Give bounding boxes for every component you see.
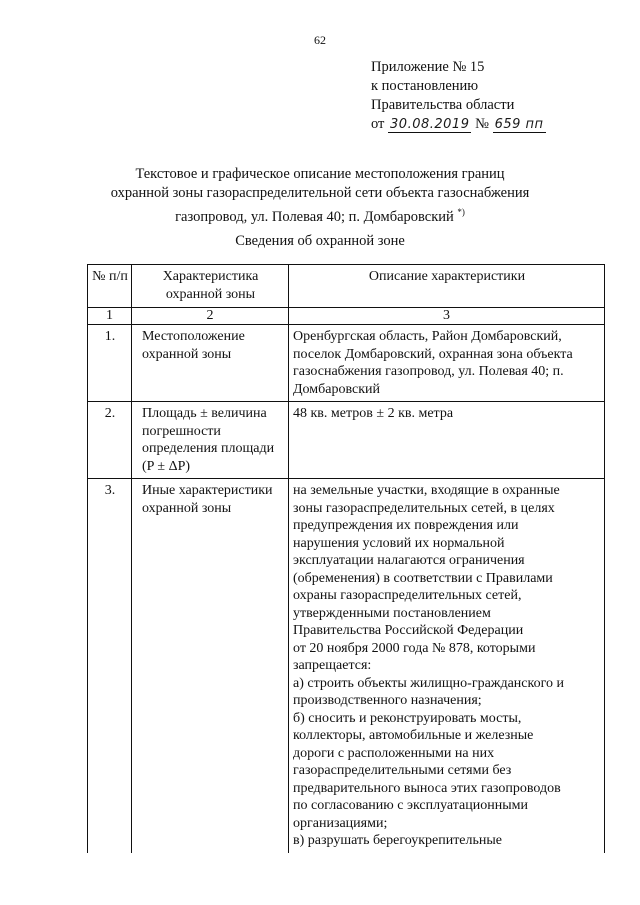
appendix-date-line	[371, 115, 546, 134]
description-line: производственного назначения;	[293, 693, 482, 708]
row-number: 2.	[88, 402, 132, 479]
description-line: коллекторы, автомобильные и железные	[293, 728, 534, 743]
row-characteristic-text: Иные характеристики охранной зоны	[142, 483, 273, 516]
description-line: охраны газораспределительных сетей,	[293, 588, 522, 603]
title-line-1: Текстовое и графическое описание местоположения границ	[135, 166, 505, 182]
description-line: Правительства Российской Федерации	[293, 623, 524, 638]
description-line: б) сносить и реконструировать мосты,	[293, 710, 522, 726]
footnote-mark: *)	[457, 207, 465, 217]
header-number: № п/п	[88, 265, 132, 308]
header-characteristic-text: Характеристика охранной зоны	[162, 269, 259, 302]
zone-info-table	[87, 264, 605, 853]
description-line: по согласованию с эксплуатационными	[293, 798, 528, 813]
description-line: утвержденными постановлением	[293, 605, 491, 621]
number-label: №	[475, 116, 489, 132]
row-description: Оренбургская область, Район Домбаровский, поселок Домбаровский, охранная зона объекта газоснабжения газопровод, ул. Полевая 40; п. Домбаровский	[289, 325, 605, 402]
table-row	[88, 479, 605, 853]
description-line: дороги с расположенными на них	[293, 745, 495, 761]
col-number-1: 1	[88, 308, 132, 325]
handwritten-number: 659 пп	[494, 117, 544, 132]
column-number-row	[88, 308, 605, 325]
description-line: предварительного выноса этих газопроводов	[293, 780, 561, 796]
col-number-3: 3	[289, 308, 605, 325]
row-description: 48 кв. метров ± 2 кв. метра	[289, 402, 605, 479]
appendix-header	[371, 58, 546, 134]
section-subtitle: Сведения об охранной зоне	[235, 233, 405, 249]
from-label: от	[371, 116, 385, 132]
description-line: в) разрушать берегоукрепительные	[293, 833, 503, 848]
row-characteristic	[132, 479, 289, 853]
description-line: организациями;	[293, 815, 388, 831]
handwritten-date: 30.08.2019	[390, 117, 470, 132]
row-characteristic	[132, 325, 289, 402]
appendix-line-2: к постановлению	[371, 78, 479, 94]
title-line-3	[60, 203, 580, 227]
appendix-line-1: Приложение № 15	[371, 59, 485, 75]
description-line: газораспределительными сетями без	[293, 763, 512, 778]
title-line-3-text: газопровод, ул. Полевая 40; п. Домбаровский	[175, 209, 454, 225]
description-line: нарушения условий их нормальной	[293, 535, 505, 551]
row-characteristic-text: Местоположение охранной зоны	[142, 329, 245, 362]
row-characteristic-text: Площадь ± величина погрешности определения площади (P ± ΔP)	[142, 406, 275, 474]
header-characteristic	[132, 265, 289, 308]
row-characteristic	[132, 402, 289, 479]
row-number: 1.	[88, 325, 132, 402]
table-header-row	[88, 265, 605, 308]
col-number-2: 2	[132, 308, 289, 325]
table-row	[88, 325, 605, 402]
description-line: а) строить объекты жилищно-гражданского и	[293, 675, 564, 691]
description-line: предупреждения их повреждения или	[293, 518, 519, 533]
description-line: на земельные участки, входящие в охранные	[293, 483, 560, 498]
appendix-line-3: Правительства области	[371, 97, 515, 113]
description-line: запрещается:	[293, 658, 372, 673]
description-line: (обременения) в соответствии с Правилами	[293, 570, 553, 586]
description-line: от 20 ноября 2000 года № 878, которыми	[293, 640, 536, 656]
table-row	[88, 402, 605, 479]
title-line-2: охранной зоны газораспределительной сети объекта газоснабжения	[110, 185, 530, 201]
header-description: Описание характеристики	[289, 265, 605, 308]
row-description	[289, 479, 605, 853]
row-number: 3.	[88, 479, 132, 853]
description-line: зоны газораспределительных сетей, в целях	[293, 500, 555, 516]
page-number: 62	[314, 33, 326, 47]
description-line: эксплуатации налагаются ограничения	[293, 553, 525, 568]
document-title	[60, 165, 580, 227]
